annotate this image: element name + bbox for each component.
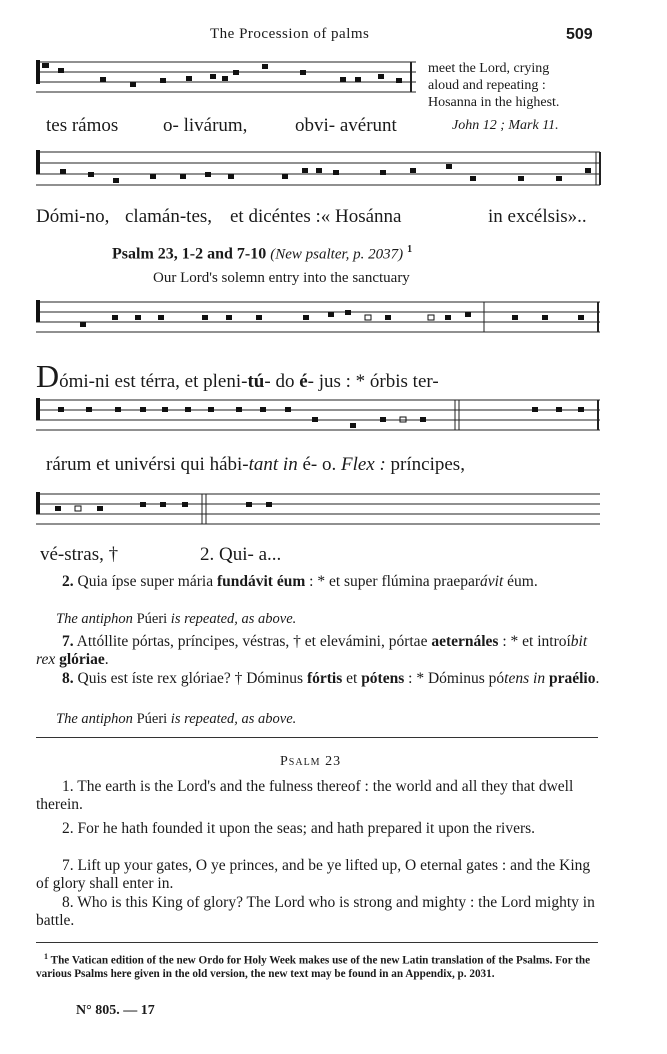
running-title: The Procession of palms	[210, 26, 370, 42]
lyric-word: obvi- avérunt	[295, 115, 397, 136]
lyric-text: 2. Qui- a...	[200, 544, 282, 565]
lyric-italic: tant in	[248, 454, 298, 475]
chant-line-3-next	[200, 544, 281, 566]
verse-number: 2.	[62, 573, 74, 590]
footnote-divider	[36, 942, 598, 943]
english-verse: 2. For he hath founded it upon the seas; and hath prepared it upon the rivers.	[62, 820, 536, 837]
verse-accent: éum	[276, 573, 306, 590]
verse-text: et	[342, 670, 362, 687]
lyric-accent: é	[299, 371, 308, 392]
drop-cap: D	[36, 358, 60, 394]
english-psalm-title: Psalm 23	[280, 754, 342, 769]
lyric-text: - do	[264, 371, 300, 392]
psalm-heading	[112, 244, 412, 263]
lyric-text: - jus : * órbis ter-	[307, 371, 439, 392]
verse-accent: pótens	[361, 670, 405, 687]
verse-italic: ávit	[480, 573, 504, 590]
music-staff-4	[0, 396, 667, 441]
verse-text: .	[595, 670, 600, 687]
page-header	[0, 26, 667, 48]
lyric-word: o- livárum,	[163, 115, 248, 136]
side-note-line: Hosanna in the highest.	[428, 95, 560, 110]
lyric-word: in excélsis»..	[488, 206, 587, 227]
side-note-line: meet the Lord, crying	[428, 61, 550, 76]
verse-text: : * et super flúmina praepar	[305, 573, 481, 590]
verse-accent: fundávit	[216, 573, 273, 590]
verse-text: éum.	[503, 573, 538, 590]
lyric-text: vé-stras, †	[40, 544, 119, 565]
music-staff-1	[0, 56, 667, 106]
lyric-word: Dómi-no,	[36, 206, 110, 227]
side-note	[428, 60, 559, 111]
verse-italic: bit rex	[36, 633, 588, 668]
english-verse: 7. Lift up your gates, O ye princes, and be ye lifted up, O eternal gates : and the King of glory shall enter in.	[36, 857, 591, 892]
music-staff-3	[0, 298, 667, 343]
footnote-mark: 1	[44, 952, 48, 961]
chant-line-2	[46, 454, 465, 476]
english-verse: 8. Who is this King of glory? The Lord who is strong and mighty : the Lord mighty in battle.	[36, 894, 595, 929]
verse-accent: glóriae	[55, 651, 105, 668]
verse-number: 8.	[62, 670, 74, 687]
rubric-2	[56, 711, 296, 728]
flex-label: Flex :	[340, 454, 386, 475]
rubric-text: The antiphon	[56, 711, 137, 727]
verse-accent: aeternáles	[431, 633, 499, 650]
rubric-text: is repeated, as above.	[167, 711, 297, 727]
psalm-title: Psalm 23, 1-2 and 7-10	[112, 245, 267, 263]
chant-line-3	[40, 544, 118, 566]
verse-text: : * Dóminus pó	[404, 670, 505, 687]
latin-verse	[36, 670, 601, 688]
latin-verse	[36, 573, 601, 591]
music-staff-2	[0, 148, 667, 198]
lyric-word: clamán-tes,	[125, 206, 213, 227]
scripture-reference: John 12 ; Mark 11.	[452, 118, 559, 133]
page-number: 509	[566, 26, 593, 43]
verse-text: Quis est íste rex glóriae? † Dóminus	[73, 670, 307, 687]
lyric-text: ómi-ni est térra, et pleni-	[59, 371, 248, 392]
lyric-text: príncipes,	[385, 454, 465, 475]
lyric-accent: tú	[247, 371, 265, 392]
rubric-1	[56, 611, 296, 628]
footnote-mark: 1	[407, 244, 413, 255]
rubric-text: The antiphon	[56, 611, 137, 627]
rubric-word: Púeri	[136, 711, 168, 727]
latin-verse	[36, 633, 601, 669]
verse-text: Attóllite pórtas, príncipes, véstras, † et elevámini, pórtae	[73, 633, 432, 650]
section-divider	[36, 737, 598, 738]
side-note-line: aloud and repeating :	[428, 78, 546, 93]
verse-accent: fórtis	[306, 670, 343, 687]
chant-line-1	[36, 358, 439, 395]
lyric-text: é- o.	[297, 454, 341, 475]
footer-signature: N° 805. — 17	[76, 1003, 155, 1018]
footnote	[36, 950, 599, 981]
lyric-word: tes rámos	[46, 115, 119, 136]
rubric-text: is repeated, as above.	[167, 611, 297, 627]
verse-text: .	[104, 651, 109, 668]
verse-text: Quia ípse super mária	[73, 573, 217, 590]
psalm-subtitle: Our Lord's solemn entry into the sanctuary	[153, 270, 410, 286]
rubric-word: Púeri	[136, 611, 168, 627]
lyric-text: rárum et univérsi qui hábi-	[46, 454, 249, 475]
verse-number: 7.	[62, 633, 74, 650]
verse-italic: tens in	[504, 670, 546, 687]
english-verse: 1. The earth is the Lord's and the fulness thereof : the world and all they that dwell therein.	[36, 778, 574, 813]
footnote-text: The Vatican edition of the new Ordo for Holy Week makes use of the new Latin translation of the Psalms. For the various Psalms here given in the old version, the new text may be found in an Appendix, p. 2031.	[36, 954, 591, 980]
verse-accent: praélio	[545, 670, 596, 687]
lyric-word: et dicéntes :« Hosánna	[230, 206, 402, 227]
verse-text: : * et introí	[498, 633, 571, 650]
psalm-source: (New psalter, p. 2037)	[270, 246, 404, 263]
music-staff-5	[0, 490, 667, 535]
